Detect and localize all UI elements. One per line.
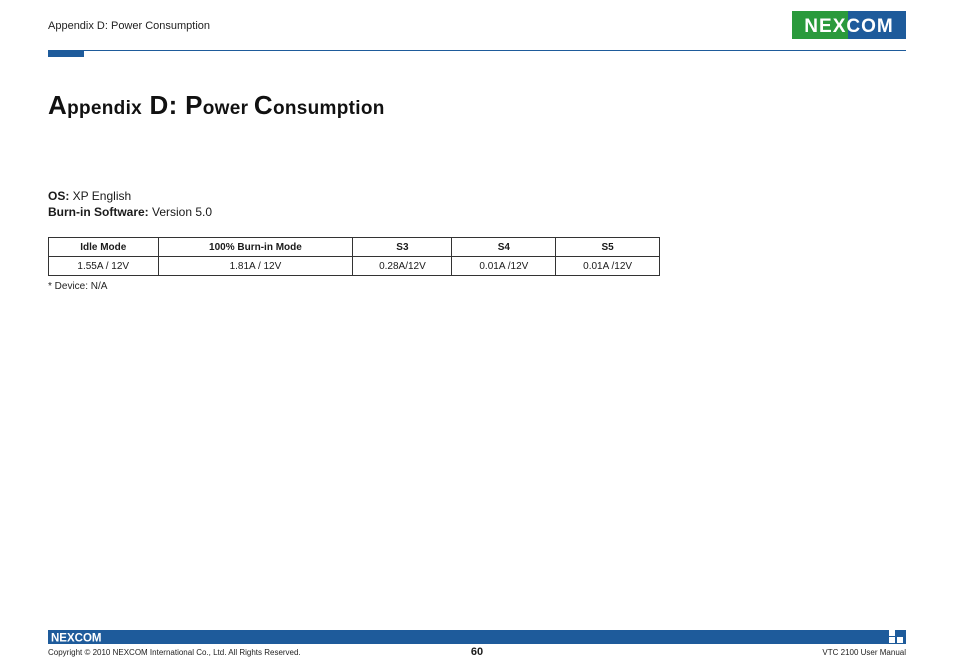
power-table (48, 237, 660, 276)
software-value: Version 5.0 (148, 205, 213, 219)
logo-text: NEXCOM (804, 16, 894, 37)
title-a-cap: A (48, 90, 68, 120)
cell-s3: 0.28A/12V (353, 257, 452, 276)
header-s4: S4 (452, 238, 556, 257)
software-label: Burn-in Software: (48, 205, 149, 219)
page-title (48, 90, 385, 121)
footer-bar (48, 630, 906, 644)
title-d: D: (149, 90, 186, 120)
os-value: XP English (69, 189, 132, 203)
header-s3: S3 (353, 238, 452, 257)
footer-squares-icon (886, 630, 906, 644)
nexcom-logo (792, 11, 906, 39)
footer-manual-name: VTC 2100 User Manual (822, 648, 906, 657)
header-tab-accent (48, 51, 84, 57)
table-header-row (49, 238, 660, 257)
title-p-cap: P (185, 90, 203, 120)
table-row (49, 257, 660, 276)
cell-burn-in-mode: 1.81A / 12V (158, 257, 353, 276)
cell-idle-mode: 1.55A / 12V (49, 257, 159, 276)
header-burn-in-mode: 100% Burn-in Mode (158, 238, 353, 257)
cell-s5: 0.01A /12V (556, 257, 660, 276)
page-number: 60 (470, 646, 484, 658)
footer-nexcom-logo (50, 631, 110, 643)
header-rule (48, 50, 906, 51)
header-idle-mode: Idle Mode (49, 238, 159, 257)
cell-s4: 0.01A /12V (452, 257, 556, 276)
test-info (48, 188, 212, 220)
os-line (48, 188, 212, 204)
title-a-rest: ppendix (67, 98, 143, 119)
software-line (48, 204, 212, 220)
header-s5: S5 (556, 238, 660, 257)
device-note: * Device: N/A (48, 281, 108, 292)
title-c-cap: C (253, 90, 273, 120)
os-label: OS: (48, 189, 70, 203)
footer-copyright: Copyright © 2010 NEXCOM International Co., Ltd. All Rights Reserved. (48, 648, 301, 657)
header-section-title: Appendix D: Power Consumption (48, 20, 211, 32)
footer-logo-text: NEXCOM (51, 632, 102, 643)
title-p-rest: ower (202, 98, 254, 119)
title-c-rest: onsumption (272, 98, 385, 119)
